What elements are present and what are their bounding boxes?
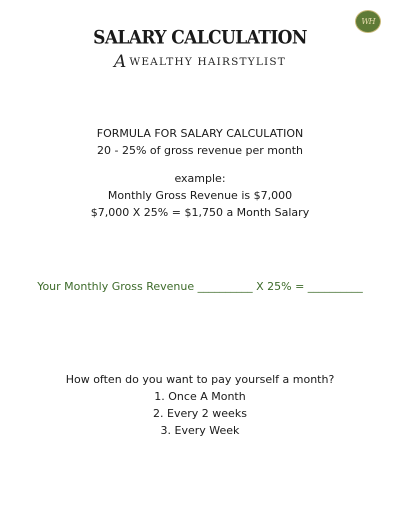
- formula-heading: FORMULA FOR SALARY CALCULATION: [96, 127, 304, 140]
- subtitle-script-letter: A: [114, 52, 127, 72]
- example-revenue: Monthly Gross Revenue is $7,000: [107, 189, 293, 202]
- example-calculation: $7,000 X 25% = $1,750 a Month Salary: [90, 206, 310, 219]
- pay-frequency-option: 2. Every 2 weeks: [153, 407, 247, 420]
- logo-monogram: WH: [361, 17, 375, 26]
- worksheet-revenue-line: Your Monthly Gross Revenue __________ X 25% = __________: [37, 280, 363, 293]
- example-label: example:: [174, 172, 226, 185]
- page-subtitle: [0, 52, 400, 72]
- pay-frequency-question: How often do you want to pay yourself a month?: [65, 373, 335, 386]
- formula-section: [0, 125, 400, 159]
- subtitle-text: WEALTHY HAIRSTYLIST: [129, 56, 286, 68]
- formula-description: 20 - 25% of gross revenue per month: [97, 144, 303, 157]
- pay-frequency-option: 3. Every Week: [160, 424, 240, 437]
- example-section: [0, 170, 400, 221]
- pay-frequency-section: [0, 371, 400, 439]
- pay-frequency-option: 1. Once A Month: [154, 390, 246, 403]
- page-title: SALARY CALCULATION: [93, 27, 307, 49]
